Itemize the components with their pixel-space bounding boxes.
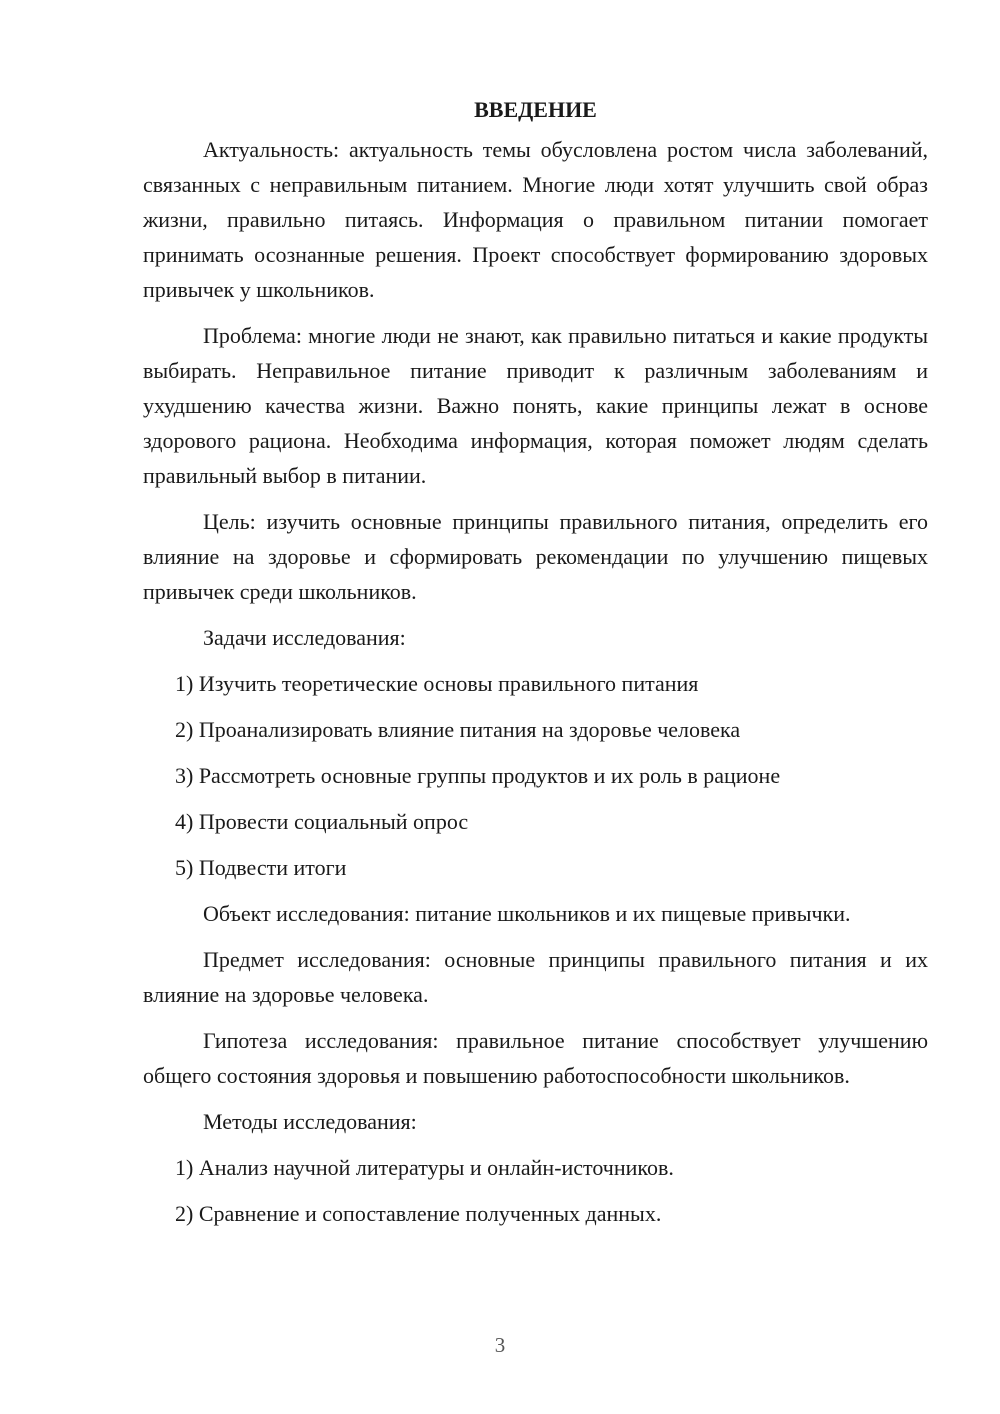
page-title: ВВЕДЕНИЕ	[474, 97, 597, 122]
list-item: 1) Анализ научной литературы и онлайн-источников.	[175, 1155, 674, 1180]
paragraph-problem: Проблема: многие люди не знают, как правильно питаться и какие продукты выбирать. Неправильное питание приводит к различным заболеваниям и ухудшению качества жизни. Важно понять, какие принципы лежат в основе здорового рациона. Необходима информация, которая поможет людям сделать правильный выбор в питании.	[143, 323, 928, 488]
list-item: 1) Изучить теоретические основы правильного питания	[175, 671, 699, 696]
tasks-list	[143, 666, 928, 885]
document-body	[143, 92, 928, 1242]
list-item: 2) Проанализировать влияние питания на здоровье человека	[175, 717, 741, 742]
paragraph-object: Объект исследования: питание школьников и их пищевые привычки.	[203, 901, 851, 926]
tasks-label: Задачи исследования:	[203, 625, 406, 650]
list-item: 3) Рассмотреть основные группы продуктов и их роль в рационе	[175, 763, 781, 788]
methods-list	[143, 1150, 928, 1231]
list-item: 5) Подвести итоги	[175, 855, 347, 880]
list-item: 4) Провести социальный опрос	[175, 809, 469, 834]
methods-label: Методы исследования:	[203, 1109, 417, 1134]
list-item: 2) Сравнение и сопоставление полученных данных.	[175, 1201, 662, 1226]
paragraph-hypothesis: Гипотеза исследования: правильное питание способствует улучшению общего состояния здоровья и повышению работоспособности школьников.	[143, 1028, 928, 1088]
paragraph-subject: Предмет исследования: основные принципы правильного питания и их влияние на здоровье человека.	[143, 947, 928, 1007]
paragraph-goal: Цель: изучить основные принципы правильного питания, определить его влияние на здоровье и сформировать рекомендации по улучшению пищевых привычек среди школьников.	[143, 509, 928, 604]
paragraph-relevance: Актуальность: актуальность темы обусловлена ростом числа заболеваний, связанных с неправильным питанием. Многие люди хотят улучшить свой образ жизни, правильно питаясь. Информация о правильном питании помогает принимать осознанные решения. Проект способствует формированию здоровых привычек у школьников.	[143, 137, 928, 302]
page-number: 3	[494, 1333, 506, 1357]
